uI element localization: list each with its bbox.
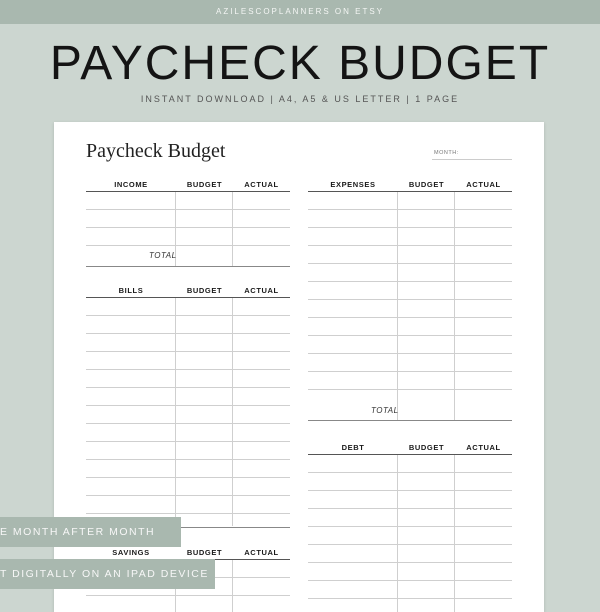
debt-row-line — [308, 562, 512, 563]
expenses-header-budget: BUDGET — [408, 180, 445, 189]
debt-header-budget: BUDGET — [408, 443, 445, 452]
expenses-row-line — [308, 245, 512, 246]
income-total-label: TOTAL — [149, 251, 177, 260]
bills-row-line — [86, 423, 290, 424]
savings-header-label: SAVINGS — [112, 548, 150, 557]
promo-strip-monthly: E MONTH AFTER MONTH — [0, 517, 181, 547]
expenses-row-line — [308, 371, 512, 372]
bills-row-line — [86, 387, 290, 388]
sheet-title: Paycheck Budget — [86, 140, 226, 162]
expenses-row-line — [308, 263, 512, 264]
income-col-divider — [232, 192, 233, 267]
income-header-budget: BUDGET — [186, 180, 223, 189]
bills-row-line — [86, 477, 290, 478]
debt-row-line — [308, 526, 512, 527]
debt-col-divider — [397, 455, 398, 612]
debt-header-actual: ACTUAL — [466, 443, 501, 452]
bills-row-line — [86, 513, 290, 514]
income-header-actual: ACTUAL — [244, 180, 279, 189]
expenses-total-label: TOTAL — [371, 406, 399, 415]
bills-header-actual: ACTUAL — [244, 286, 279, 295]
expenses-header-actual: ACTUAL — [466, 180, 501, 189]
income-row-line — [86, 209, 290, 210]
expenses-row-line — [308, 281, 512, 282]
income-row-line — [86, 227, 290, 228]
bills-row-line — [86, 405, 290, 406]
bills-row-line — [86, 441, 290, 442]
savings-header-actual: ACTUAL — [244, 548, 279, 557]
bills-header-budget: BUDGET — [186, 286, 223, 295]
debt-header-label: DEBT — [341, 443, 365, 452]
bills-row-line — [86, 495, 290, 496]
savings-row-line — [86, 595, 290, 596]
income-header-label: INCOME — [114, 180, 148, 189]
month-label: MONTH: — [434, 150, 459, 156]
expenses-row-line — [308, 299, 512, 300]
promo-strip-ipad: T DIGITALLY ON AN IPAD DEVICE — [0, 559, 215, 589]
bills-row-line — [86, 351, 290, 352]
debt-row-line — [308, 598, 512, 599]
savings-col-divider — [232, 560, 233, 612]
debt-table — [308, 442, 512, 612]
savings-header-budget: BUDGET — [186, 548, 223, 557]
expenses-table — [308, 179, 512, 423]
debt-row-line — [308, 490, 512, 491]
bills-header-label: BILLS — [118, 286, 144, 295]
bills-row-line — [86, 315, 290, 316]
bills-row-line — [86, 369, 290, 370]
debt-row-line — [308, 472, 512, 473]
bills-row-line — [86, 459, 290, 460]
expenses-total-line — [308, 420, 512, 421]
expenses-row-line — [308, 353, 512, 354]
debt-col-divider — [454, 455, 455, 612]
expenses-row-line — [308, 209, 512, 210]
debt-row-line — [308, 508, 512, 509]
debt-row-line — [308, 544, 512, 545]
income-row-line — [86, 245, 290, 246]
bills-row-line — [86, 333, 290, 334]
debt-row-line — [308, 580, 512, 581]
store-banner: AZILESCOPLANNERS ON ETSY — [0, 0, 600, 24]
hero-subtitle: INSTANT DOWNLOAD | A4, A5 & US LETTER | 1 PAGE — [140, 94, 460, 104]
expenses-row-line — [308, 227, 512, 228]
income-table — [86, 179, 290, 269]
income-total-line — [86, 266, 290, 267]
month-line — [432, 159, 512, 160]
expenses-row-line — [308, 335, 512, 336]
expenses-row-line — [308, 317, 512, 318]
hero-title: PAYCHECK BUDGET — [49, 37, 551, 90]
expenses-header-label: EXPENSES — [330, 180, 376, 189]
expenses-row-line — [308, 389, 512, 390]
bills-table — [86, 285, 290, 529]
